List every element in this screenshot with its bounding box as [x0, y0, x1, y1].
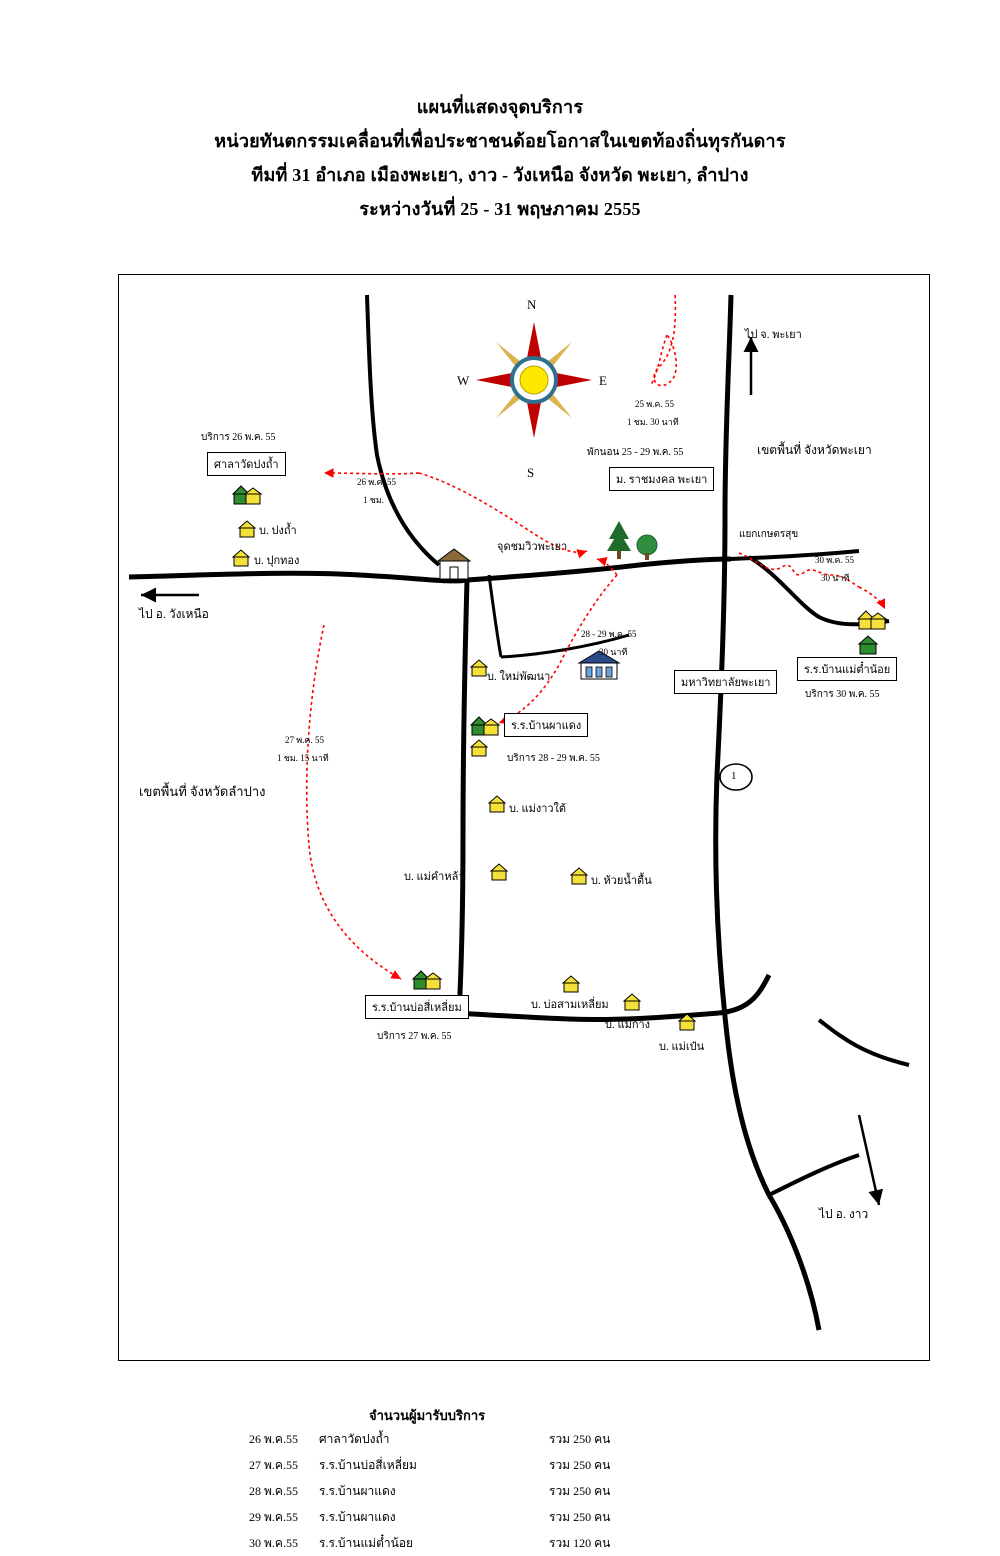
label-route-27-dist: 1 ชม. 15 นาที: [277, 753, 329, 763]
label-ban-maekhamtham: บ. แม่คำหล้า: [404, 871, 465, 883]
legend-block: [249, 1405, 869, 1556]
village-icon-maekhamtham: [489, 861, 509, 883]
label-route-25-dist: 1 ชม. 30 นาที: [627, 417, 679, 427]
label-school-phadaeng: ร.ร.บ้านผาแดง: [504, 713, 588, 737]
label-route-26-date: 26 พ.ค. 55: [357, 477, 396, 487]
label-stay-25-29: พักนอน 25 - 29 พ.ค. 55: [587, 447, 684, 458]
label-university-phayao: มหาวิทยาลัยพะเยา: [674, 670, 777, 694]
legend-row-place: ร.ร.บ้านแม่ต๋ำน้อย: [319, 1536, 414, 1550]
village-icon-maiphatthana: [469, 657, 489, 679]
legend-row-date: 28 พ.ค.55: [249, 1484, 298, 1498]
legend-row-date: 27 พ.ค.55: [249, 1458, 298, 1472]
legend-row: [249, 1426, 869, 1452]
label-highway-number: 1: [731, 770, 737, 782]
service-icon-maetamnoi: [854, 605, 888, 635]
legend-row-place: ร.ร.บ้านบ่อสี่เหลี่ยม: [319, 1458, 417, 1472]
compass-south: S: [527, 465, 535, 480]
legend-row-date: 29 พ.ค.55: [249, 1510, 298, 1524]
village-icon-pongtham: [237, 518, 257, 540]
legend-row-place: ศาลาวัดปงถ้ำ: [319, 1432, 390, 1446]
label-route-28-29-dist: 30 นาที: [599, 647, 628, 657]
page-title: [0, 90, 1000, 226]
label-to-phayao: ไป จ. พะเยา: [745, 329, 802, 341]
label-school-maetamnoi: ร.ร.บ้านแม่ต๋ำน้อย: [797, 657, 897, 681]
legend-rows: [249, 1426, 869, 1556]
compass-east: E: [599, 373, 607, 388]
compass-north: N: [527, 297, 537, 312]
service-icon-bosiliam: [409, 965, 443, 995]
label-service-30: บริการ 30 พ.ค. 55: [805, 689, 880, 700]
legend-row-total: รวม 250 คน: [549, 1510, 611, 1524]
legend-row-total: รวม 250 คน: [549, 1432, 611, 1446]
label-ban-bosamliam: บ. บ่อสามเหลี่ยม: [531, 999, 609, 1011]
compass-west: W: [457, 373, 470, 388]
legend-row: [249, 1452, 869, 1478]
label-junction-kaset: แยกเกษตรสุข: [739, 529, 799, 540]
service-icon-maetamnoi-2: [857, 633, 879, 657]
label-to-wangnuea: ไป อ. วังเหนือ: [139, 607, 209, 621]
legend-row-total: รวม 250 คน: [549, 1484, 611, 1498]
label-ban-huaynamkhun: บ. ห้วยน้ำตื้น: [591, 875, 652, 887]
title-line-4: ระหว่างวันที่ 25 - 31 พฤษภาคม 2555: [359, 199, 641, 219]
label-ban-maengaotai: บ. แม่งาวใต้: [509, 803, 567, 815]
service-icon-pongtham: [229, 480, 263, 510]
label-service-28-29: บริการ 28 - 29 พ.ค. 55: [507, 753, 600, 764]
label-service-26: บริการ 26 พ.ค. 55: [201, 432, 276, 443]
label-service-27: บริการ 27 พ.ค. 55: [377, 1031, 452, 1042]
label-school-bosiliam: ร.ร.บ้านบ่อสี่เหลี่ยม: [365, 995, 469, 1019]
legend-row-place: ร.ร.บ้านผาแดง: [319, 1484, 396, 1498]
legend-row-total: รวม 250 คน: [549, 1458, 611, 1472]
label-route-30-dist: 30 นาที: [821, 573, 850, 583]
village-icon-bosamliam: [561, 973, 581, 995]
village-icon-pukthong: [231, 547, 251, 569]
label-to-ngao: ไป อ. งาว: [819, 1207, 869, 1221]
label-ban-maiphatthana: บ. ใหม่พัฒนา: [487, 671, 551, 683]
village-icon-maepan: [677, 1011, 697, 1033]
label-route-28-29-date: 28 - 29 พ.ค. 55: [581, 629, 637, 639]
label-route-30-date: 30 พ.ค. 55: [815, 555, 854, 565]
label-rajamangala: ม. ราชมงคล พะเยา: [609, 467, 714, 491]
label-kwan-phayao: จุดชมวิวพะเยา: [497, 541, 568, 553]
label-zone-phayao: เขตพื้นที่ จังหวัดพะเยา: [757, 443, 872, 457]
label-route-25-date: 25 พ.ค. 55: [635, 399, 674, 409]
title-line-1: แผนที่แสดงจุดบริการ: [416, 97, 584, 117]
legend-row: [249, 1478, 869, 1504]
label-ban-maepan: บ. แม่เป๋น: [659, 1041, 705, 1053]
map-canvas: [118, 274, 930, 1550]
village-icon-maengaotai: [487, 793, 507, 815]
label-route-26-dist: 1 ชม.: [363, 495, 385, 505]
label-ban-maekang: บ. แม่ก้าง: [605, 1019, 651, 1031]
legend-row: [249, 1530, 869, 1556]
label-salawat-pongtham: ศาลาวัดปงถ้ำ: [207, 452, 286, 476]
village-icon-phadaeng: [469, 737, 489, 759]
label-route-27-date: 27 พ.ค. 55: [285, 735, 324, 745]
village-icon-maekang: [622, 991, 642, 1013]
legend-row: [249, 1504, 869, 1530]
legend-row-place: ร.ร.บ้านผาแดง: [319, 1510, 396, 1524]
legend-row-total: รวม 120 คน: [549, 1536, 611, 1550]
label-ban-pukthong: บ. ปุกทอง: [254, 555, 300, 567]
title-line-2: หน่วยทันตกรรมเคลื่อนที่เพื่อประชาชนด้อยโอกาสในเขตท้องถิ่นทุรกันดาร: [214, 131, 786, 151]
legend-row-date: 30 พ.ค.55: [249, 1536, 298, 1550]
legend-row-date: 26 พ.ค.55: [249, 1432, 298, 1446]
village-icon-huaynamkhun: [569, 865, 589, 887]
label-zone-lampang: เขตพื้นที่ จังหวัดลำปาง: [139, 784, 266, 799]
label-ban-pongtham: บ. ปงถ้ำ: [259, 525, 297, 537]
legend-title: จำนวนผู้มารับบริการ: [369, 1408, 486, 1423]
title-line-3: ทีมที่ 31 อำเภอ เมืองพะเยา, งาว - วังเหนือ จังหวัด พะเยา, ลำปาง: [251, 165, 749, 185]
